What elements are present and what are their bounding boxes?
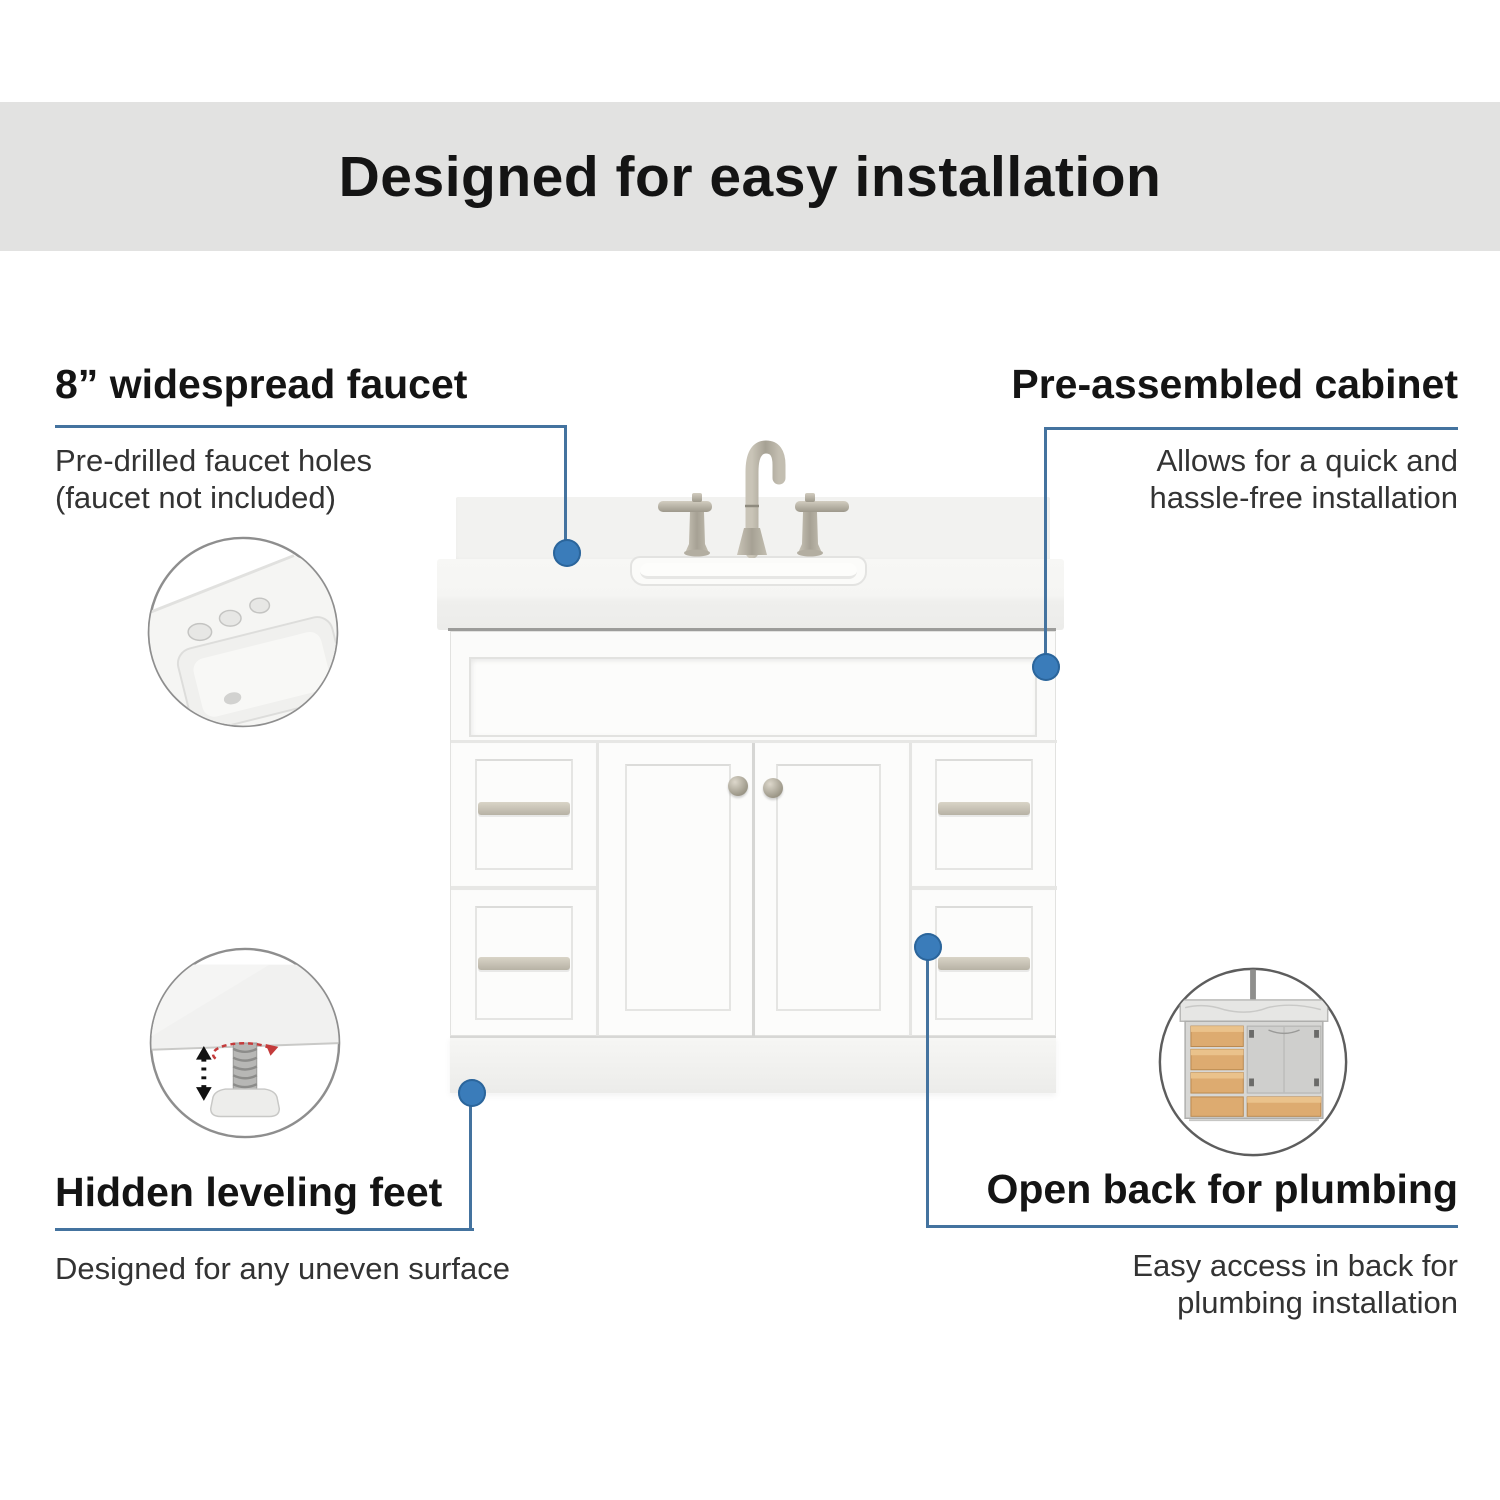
header-band [0,102,1500,251]
callout-feet-description [55,1250,510,1287]
callout-feet-line-vertical [469,1104,472,1228]
open-back-inset [1156,965,1350,1159]
callout-cabinet-line-vertical [1044,427,1047,655]
drawer-top-right [913,744,1055,885]
description-line: hassle-free installation [1149,480,1458,515]
leveling-foot-base [211,1089,280,1116]
faucet-handle-right [795,493,849,557]
drawer-handle [938,957,1030,970]
plumbing-pipe [1250,967,1256,1004]
faucet-hole [219,610,241,626]
description-line: Allows for a quick and [1156,443,1458,478]
callout-faucet-title: 8” widespread faucet [55,361,468,407]
callout-plumbing-marker-dot [914,933,942,961]
widespread-faucet-illustration [620,432,900,558]
page-title: Designed for easy installation [338,144,1162,209]
sink-opening-inner [640,563,857,579]
door-knob-left [728,776,748,796]
callout-plumbing-title: Open back for plumbing [986,1166,1458,1212]
drawer-handle [938,802,1030,815]
sink-closeup-inset [145,534,341,730]
callout-feet-marker-dot [458,1079,486,1107]
faucet-handle-left [658,493,712,557]
open-back-panel [1247,1026,1321,1093]
faucet-hole [188,624,212,641]
drawer-handle [478,957,570,970]
callout-faucet-description [55,442,372,516]
callout-plumbing-line-vertical [926,947,929,1228]
faucet-hole [250,598,270,613]
vanity-toe-kick [450,1036,1056,1093]
cabinet-top-frame-panel [469,657,1037,737]
callout-cabinet-description [1150,442,1458,516]
callout-feet-underline [55,1228,474,1231]
callout-faucet-marker-dot [553,539,581,567]
sink-opening [630,556,867,586]
callout-faucet-line-horizontal [55,425,567,428]
callout-cabinet-line-horizontal [1044,427,1458,430]
threaded-leveling-screw [233,1043,257,1096]
door-panel [776,764,881,1011]
description-line: Easy access in back for [1132,1248,1458,1283]
drawer-gap-left [451,886,596,890]
description-line: plumbing installation [1177,1285,1458,1320]
callout-plumbing-underline [926,1225,1458,1228]
vanity-cabinet [450,631,1056,1036]
drawer-bottom-right [913,891,1055,1035]
door-center-gap [752,743,755,1037]
leveling-foot-inset [147,945,343,1141]
drawer-top-left [453,744,595,885]
drawer-gap-right [912,886,1057,890]
cabinet-seam [909,743,912,1037]
callout-plumbing-description [1132,1247,1458,1321]
callout-cabinet-title: Pre-assembled cabinet [1011,361,1458,407]
callout-feet-title: Hidden leveling feet [55,1169,443,1215]
callout-faucet-line-vertical [564,425,567,543]
description-line: Pre-drilled faucet holes [55,443,373,478]
drawer-handle [478,802,570,815]
countertop-back-edge [1180,1000,1327,1021]
drawer-bottom-left [453,891,595,1035]
description-line: Designed for any uneven surface [55,1251,510,1286]
faucet-spout-base [737,528,767,555]
door-knob-right [763,778,783,798]
callout-cabinet-marker-dot [1032,653,1060,681]
door-panel [625,764,731,1011]
description-line: (faucet not included) [55,480,336,515]
